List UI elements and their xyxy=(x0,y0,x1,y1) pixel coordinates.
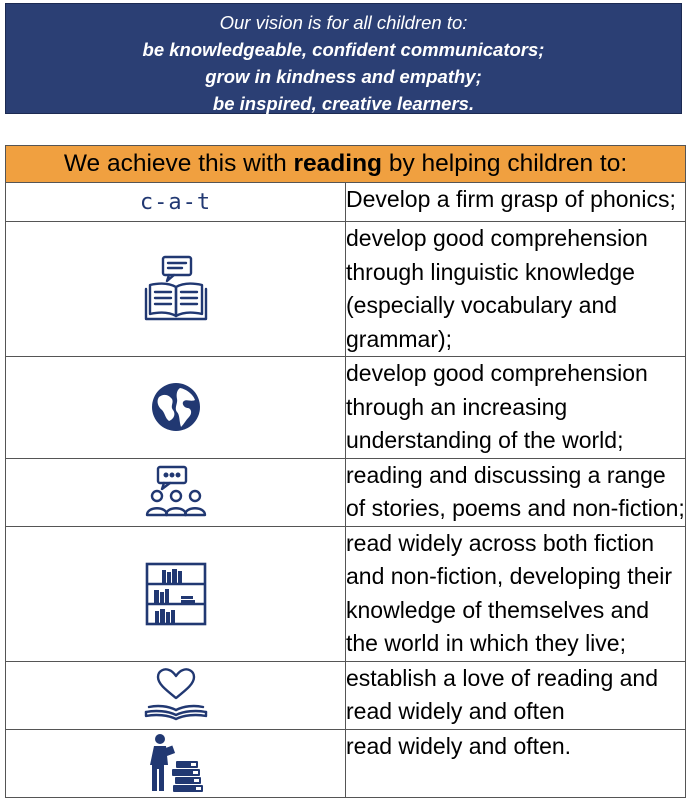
row-text: read widely and often. xyxy=(346,729,686,797)
row-text: develop good comprehension through linguistic knowledge (especially vocabulary and grammar); xyxy=(346,222,686,357)
row-text: reading and discussing a range of stories, poems and non-fiction; xyxy=(346,458,686,526)
table-row xyxy=(6,222,686,357)
vision-aim: grow in kindness and empathy; xyxy=(205,66,482,87)
table-row xyxy=(6,526,686,661)
globe-icon xyxy=(150,381,202,433)
heart-book-icon xyxy=(144,668,208,722)
header-text-after: by helping children to: xyxy=(382,150,628,177)
table-row xyxy=(6,458,686,526)
row-text: read widely across both fiction and non-fiction, developing their knowledge of themselves and the world in which they live; xyxy=(346,526,686,661)
table-row xyxy=(6,661,686,729)
row-text: establish a love of reading and read widely and often xyxy=(346,661,686,729)
table-row xyxy=(6,729,686,797)
book-with-speech-bubble-icon xyxy=(141,254,211,324)
table-row xyxy=(6,183,686,222)
header-text-before: We achieve this with xyxy=(63,150,294,177)
vision-statement-box xyxy=(5,3,682,114)
phonics-icon-text: c-a-t xyxy=(139,189,212,215)
vision-intro: Our vision is for all children to: xyxy=(219,12,468,33)
table-header-row xyxy=(6,146,686,183)
vision-aim: be inspired, creative learners. xyxy=(212,93,475,114)
person-reading-stack-icon xyxy=(147,733,205,793)
bookshelf-icon xyxy=(144,562,208,626)
table-header xyxy=(6,146,686,183)
row-text: Develop a firm grasp of phonics; xyxy=(346,183,686,222)
group-discussion-icon xyxy=(144,465,208,519)
phonics-letters-icon xyxy=(6,183,346,222)
vision-aim: be knowledgeable, confident communicators; xyxy=(142,39,545,60)
reading-aims-table xyxy=(5,145,686,798)
table-row xyxy=(6,357,686,459)
header-emphasis: reading xyxy=(293,150,383,177)
row-text: develop good comprehension through an increasing understanding of the world; xyxy=(346,357,686,459)
